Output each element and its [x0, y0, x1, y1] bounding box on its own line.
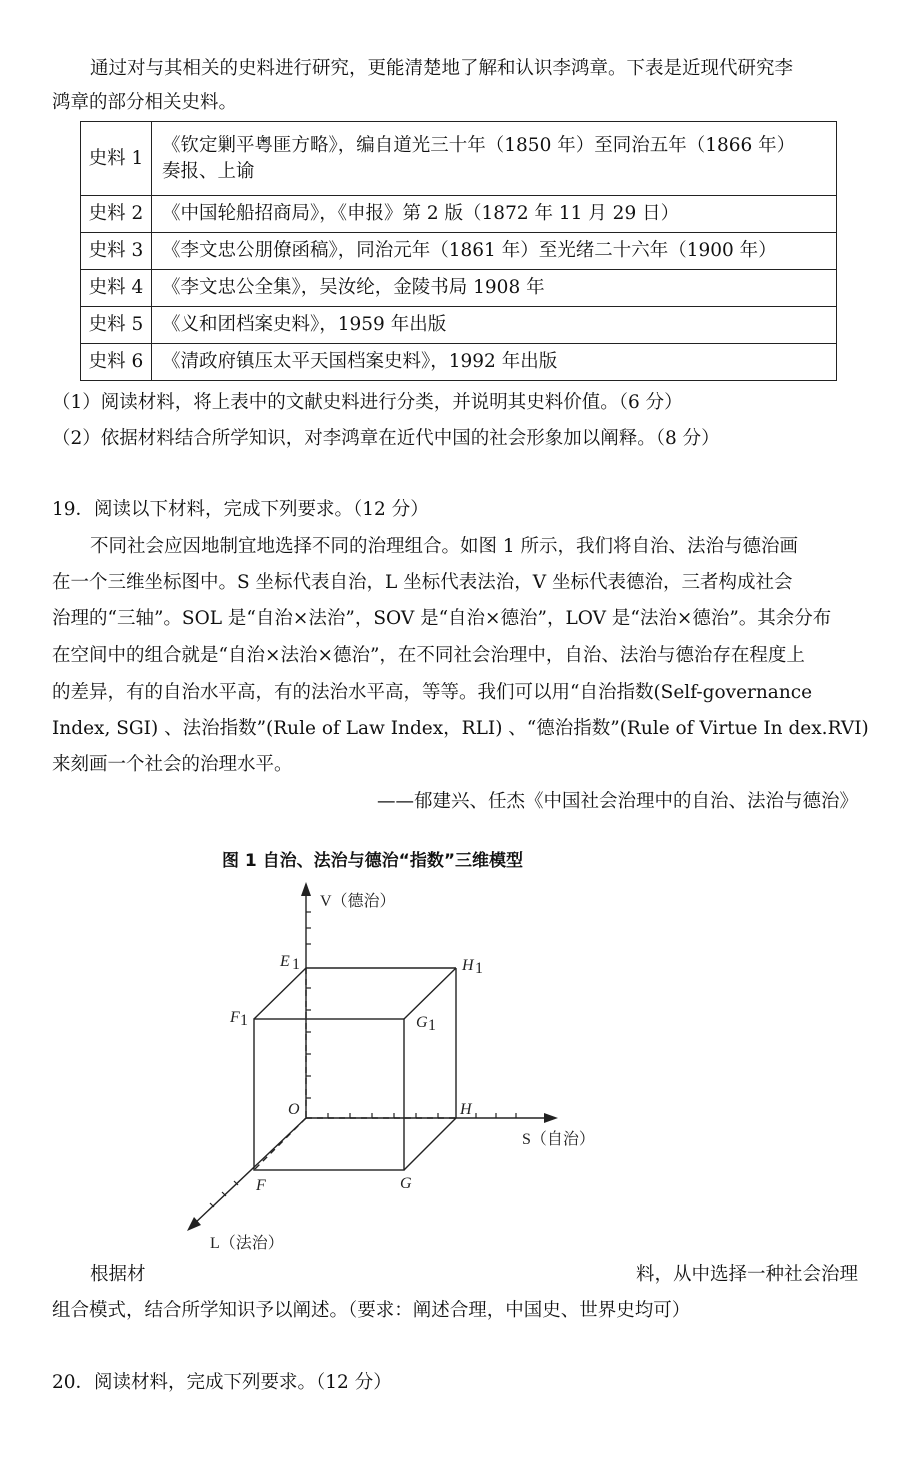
table-row: [81, 307, 837, 344]
table-row: [81, 344, 837, 381]
table-key: 史料 1: [81, 122, 152, 196]
q19-paragraph-line: 来刻画一个社会的治理水平。: [52, 754, 293, 775]
axis-label-l: L（法治）: [210, 1235, 284, 1252]
table-value-line: 奏报、上谕: [162, 160, 255, 182]
table-row: [81, 122, 837, 196]
table-row: [81, 196, 837, 233]
q19-paragraph-line: 在空间中的组合就是“自治×法治×德治”，在不同社会治理中，自治、法治与德治存在程度上: [52, 645, 805, 666]
q19-heading: 19．阅读以下材料，完成下列要求。（12 分）: [52, 499, 429, 520]
q20-heading: 20．阅读材料，完成下列要求。（12 分）: [52, 1372, 392, 1393]
q18-sub-1: （1）阅读材料，将上表中的文献史料进行分类，并说明其史料价值。（6 分）: [52, 392, 683, 413]
source-table: [80, 121, 837, 381]
cube-front-face: [254, 1019, 404, 1170]
point-h-label: H: [460, 1101, 472, 1118]
table-value: 《李文忠公全集》，吴汝纶，金陵书局 1908 年: [152, 270, 837, 307]
hidden-edge: [254, 1118, 306, 1170]
q19-task-end: 料，从中选择一种社会治理: [635, 1264, 858, 1285]
point-g-label: G: [400, 1175, 412, 1192]
table-row: [81, 270, 837, 307]
point-f-label: F: [256, 1177, 266, 1194]
table-value: 《义和团档案史料》，1959 年出版: [152, 307, 837, 344]
table-key: 史料 3: [81, 233, 152, 270]
q19-source: ——郁建兴、任杰《中国社会治理中的自治、法治与德治》: [376, 791, 858, 812]
point-f1-label: F: [230, 1009, 240, 1026]
s-axis-arrowhead: [544, 1113, 558, 1123]
table-key: 史料 2: [81, 196, 152, 233]
table-value: [152, 122, 837, 196]
cube-edge-e1-f1: [254, 968, 306, 1019]
q19-task-start: 根据材: [90, 1264, 146, 1285]
axis-label-v: V（德治）: [320, 893, 396, 910]
q19-paragraph-line: 在一个三维坐标图中。S 坐标代表自治，L 坐标代表法治，V 坐标代表德治，三者构成社会: [52, 572, 793, 593]
cube-edge-g-h: [404, 1118, 456, 1170]
subscript-label: 1: [428, 1017, 436, 1034]
table-row: [81, 233, 837, 270]
table-value: 《清政府镇压太平天国档案史料》，1992 年出版: [152, 344, 837, 381]
subscript-label: 1: [475, 960, 483, 977]
cube-edge-h1-g1: [404, 968, 456, 1019]
table-value: 《李文忠公朋僚函稿》，同治元年（1861 年）至光绪二十六年（1900 年）: [152, 233, 837, 270]
axis-label-s: S（自治）: [522, 1131, 595, 1148]
q19-paragraph-line: Index, SGI) 、法治指数”(Rule of Law Index，RLI) 、“德治指数”(Rule of Virtue In dex.RVI): [52, 718, 869, 739]
q19-paragraph-line: 不同社会应因地制宜地选择不同的治理组合。如图 1 所示，我们将自治、法治与德治画: [90, 536, 799, 557]
v-axis-arrowhead: [301, 882, 311, 896]
q19-task-line-2: 组合模式，结合所学知识予以阐述。（要求：阐述合理，中国史、世界史均可）: [52, 1300, 691, 1321]
subscript-label: 1: [240, 1012, 248, 1029]
table-value: 《中国轮船招商局》，《申报》第 2 版（1872 年 11 月 29 日）: [152, 196, 837, 233]
intro-line-2: 鸿章的部分相关史料。: [52, 92, 238, 113]
point-e1-label: E: [280, 953, 290, 970]
point-g1-label: G: [416, 1014, 428, 1031]
subscript-label: 1: [292, 956, 300, 973]
intro-line-1: 通过对与其相关的史料进行研究，更能清楚地了解和认识李鸿章。下表是近现代研究李: [90, 58, 794, 79]
table-key: 史料 5: [81, 307, 152, 344]
q18-sub-2: （2）依据材料结合所学知识，对李鸿章在近代中国的社会形象加以阐释。（8 分）: [52, 428, 720, 449]
figure-title: 图 1 自治、法治与德治“指数”三维模型: [222, 851, 524, 871]
point-h1-label: H: [462, 957, 474, 974]
three-axis-cube-figure: [170, 876, 630, 1256]
q19-paragraph-line: 治理的“三轴”。SOL 是“自治×法治”，SOV 是“自治×德治”，LOV 是“法治×德治”。其余分布: [52, 608, 832, 629]
q19-paragraph-line: 的差异，有的自治水平高，有的法治水平高，等等。我们可以用“自治指数(Self-governance: [52, 682, 813, 703]
table-key: 史料 6: [81, 344, 152, 381]
table-value-line: 《钦定剿平粤匪方略》，编自道光三十年（1850 年）至同治五年（1866 年）: [162, 134, 796, 156]
table-key: 史料 4: [81, 270, 152, 307]
point-o-label: O: [288, 1101, 300, 1118]
